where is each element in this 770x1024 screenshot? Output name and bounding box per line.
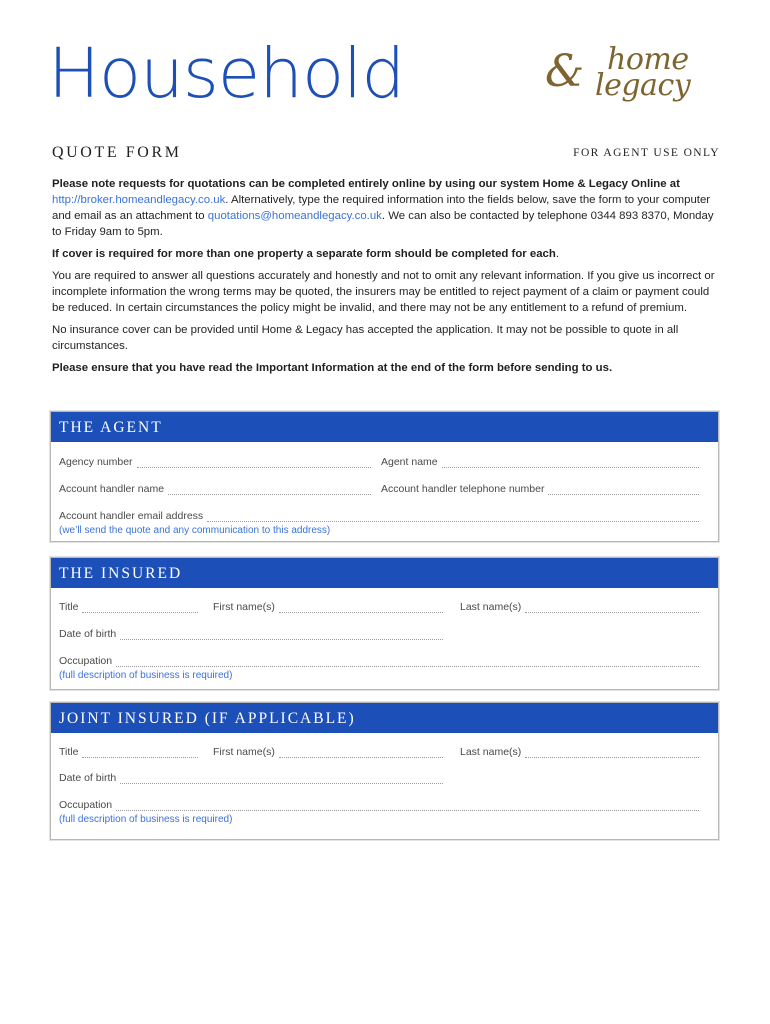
handler-phone-input[interactable] [548,484,699,495]
joint-dob-field[interactable] [59,770,443,784]
handler-email-input[interactable] [207,511,699,522]
joint-last-names-field[interactable] [460,744,699,758]
handler-email-label: Account handler email address [59,510,204,522]
handler-phone-label: Account handler telephone number [381,483,545,495]
joint-occupation-note: (full description of business is required) [59,814,233,825]
joint-title-field[interactable] [59,744,198,758]
agency-number-field[interactable] [59,454,371,468]
intro-paragraph-accuracy: You are required to answer all questions accurately and honestly and not to omit any relevant information. If you give us incorrect or incomplete information the wrong terms may be quoted, the insurers may be entitled to reject payment of a claim or payment could be reduced. In certain circumstances the policy might be invalid, and there may not be any entitlement to a refund of premium. [52,270,715,314]
agency-number-input[interactable] [137,457,371,468]
insured-title-label: Title [59,601,79,613]
joint-dob-input[interactable] [120,773,443,784]
joint-title-label: Title [59,746,79,758]
form-subtitle: QUOTE FORM [52,144,182,161]
intro-paragraph-multiple [52,246,720,262]
handler-email-field[interactable] [59,508,699,522]
intro-multiple-property: If cover is required for more than one property a separate form should be completed for each [52,248,556,260]
agent-name-field[interactable] [381,454,699,468]
intro-paragraph-important: Please ensure that you have read the Important Information at the end of the form before sending to us. [52,362,613,374]
intro-text [52,176,720,382]
insured-section-heading: THE INSURED [51,558,718,588]
insured-occupation-label: Occupation [59,655,113,667]
broker-website-link[interactable]: http://broker.homeandlegacy.co.uk [52,194,226,206]
intro-contact-text: . We can also be contacted by telephone 0344 893 8370, Monday to Friday 9am to 5pm. [52,210,714,238]
intro-alternative-text: . Alternatively, type the required information into the fields below, save the form to your computer and email as an attachment to [52,194,711,222]
logo-legacy-text: legacy [595,68,691,103]
page-title: Household [48,34,405,114]
insured-last-names-field[interactable] [460,599,699,613]
handler-name-label: Account handler name [59,483,165,495]
joint-title-input[interactable] [82,747,198,758]
joint-dob-label: Date of birth [59,772,117,784]
joint-occupation-input[interactable] [116,800,699,811]
logo-ampersand: & [545,46,585,97]
joint-insured-section-heading: JOINT INSURED (IF APPLICABLE) [51,703,718,733]
joint-last-names-label: Last name(s) [460,746,522,758]
logo-home-text: home [607,42,689,77]
joint-insured-section [50,702,719,840]
intro-online-bold: Please note requests for quotations can be completed entirely online by using our system Home & Legacy Online [52,178,667,190]
joint-occupation-field[interactable] [59,797,699,811]
insured-dob-field[interactable] [59,626,443,640]
insured-title-field[interactable] [59,599,198,613]
insured-first-names-input[interactable] [279,602,443,613]
insured-section [50,557,719,690]
quotations-email-link[interactable]: quotations@homeandlegacy.co.uk [207,210,382,222]
handler-name-field[interactable] [59,481,371,495]
joint-first-names-field[interactable] [213,744,443,758]
intro-multiple-period: . [555,248,560,260]
handler-phone-field[interactable] [381,481,699,495]
insured-occupation-field[interactable] [59,653,699,667]
insured-dob-input[interactable] [120,629,443,640]
intro-paragraph-acceptance: No insurance cover can be provided until Home & Legacy has accepted the application. It may not be possible to quote in all circumstances. [52,324,679,352]
joint-first-names-label: First name(s) [213,746,275,758]
insured-last-names-label: Last name(s) [460,601,522,613]
insured-last-names-input[interactable] [525,602,699,613]
insured-occupation-input[interactable] [116,656,699,667]
joint-last-names-input[interactable] [525,747,699,758]
insured-occupation-note: (full description of business is required) [59,670,233,681]
insured-first-names-field[interactable] [213,599,443,613]
insured-title-input[interactable] [82,602,198,613]
agent-section [50,411,719,542]
insured-first-names-label: First name(s) [213,601,275,613]
agent-name-label: Agent name [381,456,438,468]
joint-occupation-label: Occupation [59,799,113,811]
intro-online-at: at [669,178,680,190]
intro-paragraph-online [52,176,720,240]
email-note: (we’ll send the quote and any communication to this address) [59,525,331,536]
insured-dob-label: Date of birth [59,628,117,640]
joint-first-names-input[interactable] [279,747,443,758]
agent-name-input[interactable] [442,457,699,468]
handler-name-input[interactable] [168,484,371,495]
agent-use-only-label: FOR AGENT USE ONLY [573,147,720,159]
agency-number-label: Agency number [59,456,133,468]
agent-section-heading: THE AGENT [51,412,718,442]
home-legacy-logo [545,44,725,112]
